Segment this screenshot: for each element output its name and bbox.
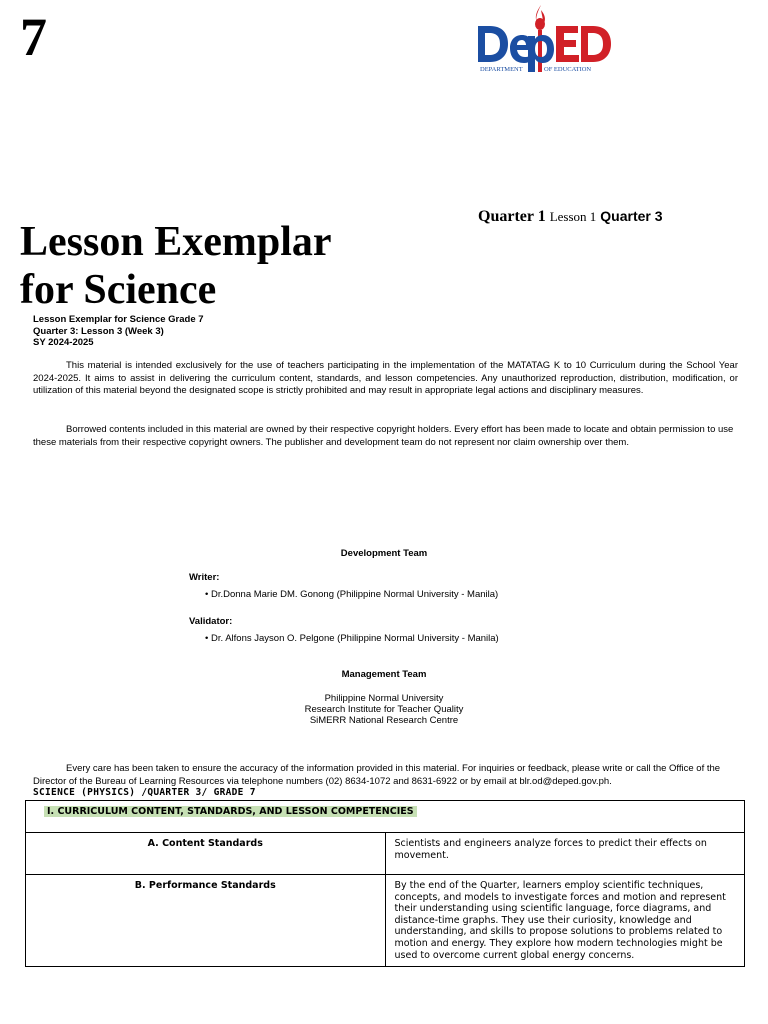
row-value: Scientists and engineers analyze forces to predict their effects on movement. [385,833,745,875]
validator-label: Validator: [189,616,233,627]
lesson-info-line-2: Quarter 3: Lesson 3 (Week 3) [33,325,164,337]
table-header-cell [26,801,745,833]
usage-notice: This material is intended exclusively for the use of teachers participating in the implementation of the MATATAG K to 10 Curriculum during the School Year 2024-2025. It aims to assist in delivering the curriculum content, standards, and lesson competencies. Any unauthorized reproduction, distribution, modification, or utilization of this material beyond the designated scope is strictly prohibited and may result in appropriate legal actions and disciplinary measures. [33,360,738,397]
lesson-info [33,314,204,349]
page-title [20,218,332,314]
section-title: SCIENCE (PHYSICS) /QUARTER 3/ GRADE 7 [33,787,256,798]
dev-team-heading: Development Team [340,548,428,559]
quarter-1-label: Quarter 1 [478,208,546,225]
title-line-1: Lesson Exemplar [20,219,332,265]
table-row [26,875,745,967]
mgmt-line-3: SiMERR National Research Centre [309,715,459,726]
lesson-info-line-1: Lesson Exemplar for Science Grade 7 [33,314,204,325]
mgmt-team-heading: Management Team [341,669,427,680]
logo-subtitle-b: OF EDUCATION [544,66,592,73]
torch-icon [470,0,620,78]
row-value: By the end of the Quarter, learners employ scientific techniques, concepts, and models to investigate forces and motion and represent their understanding using scientific language, force diagrams, and distance-time graphs. They use their curiosity, knowledge and understanding, and skills to propose solutions to problems related to motion and energy. They explore how modern technologies might be used to overcome current global energy concerns. [385,875,745,967]
copyright-notice: Borrowed contents included in this material are owned by their respective copyright holders. Every effort has been made to locate and obtain permission to use these materials from their respective copyright owners. The publisher and development team do not represent nor claim ownership over them. [33,424,734,448]
inquiry-notice: Every care has been taken to ensure the accuracy of the information provided in this material. For inquiries or feedback, please write or call the Office of the Director of the Bureau of Learning Resources via telephone numbers (02) 8634-1072 and 8631-6922 or by email at blr.od@deped.gov.ph. [33,763,721,787]
lesson-label: Lesson 1 [549,209,597,224]
row-label: B. Performance Standards [26,875,386,967]
quarter-3-label: Quarter 3 [600,208,663,224]
curriculum-table [25,800,745,967]
deped-logo [470,0,620,78]
quarter-line [478,208,663,226]
mgmt-line-2: Research Institute for Teacher Quality [304,704,464,715]
lesson-info-line-3: SY 2024-2025 [33,337,94,348]
row-label: A. Content Standards [26,833,386,875]
table-row [26,833,745,875]
logo-subtitle-a: DEPARTMENT [480,66,523,73]
writer-name: • Dr.Donna Marie DM. Gonong (Philippine Normal University - Manila) [205,589,499,600]
grade-number: 7 [20,7,47,67]
title-line-2: for Science [20,267,217,313]
mgmt-line-1: Philippine Normal University [324,693,444,704]
validator-name: • Dr. Alfons Jayson O. Pelgone (Philippine Normal University - Manila) [205,633,499,644]
writer-label: Writer: [189,572,220,583]
table-header: I. CURRICULUM CONTENT, STANDARDS, AND LESSON COMPETENCIES [44,806,417,817]
